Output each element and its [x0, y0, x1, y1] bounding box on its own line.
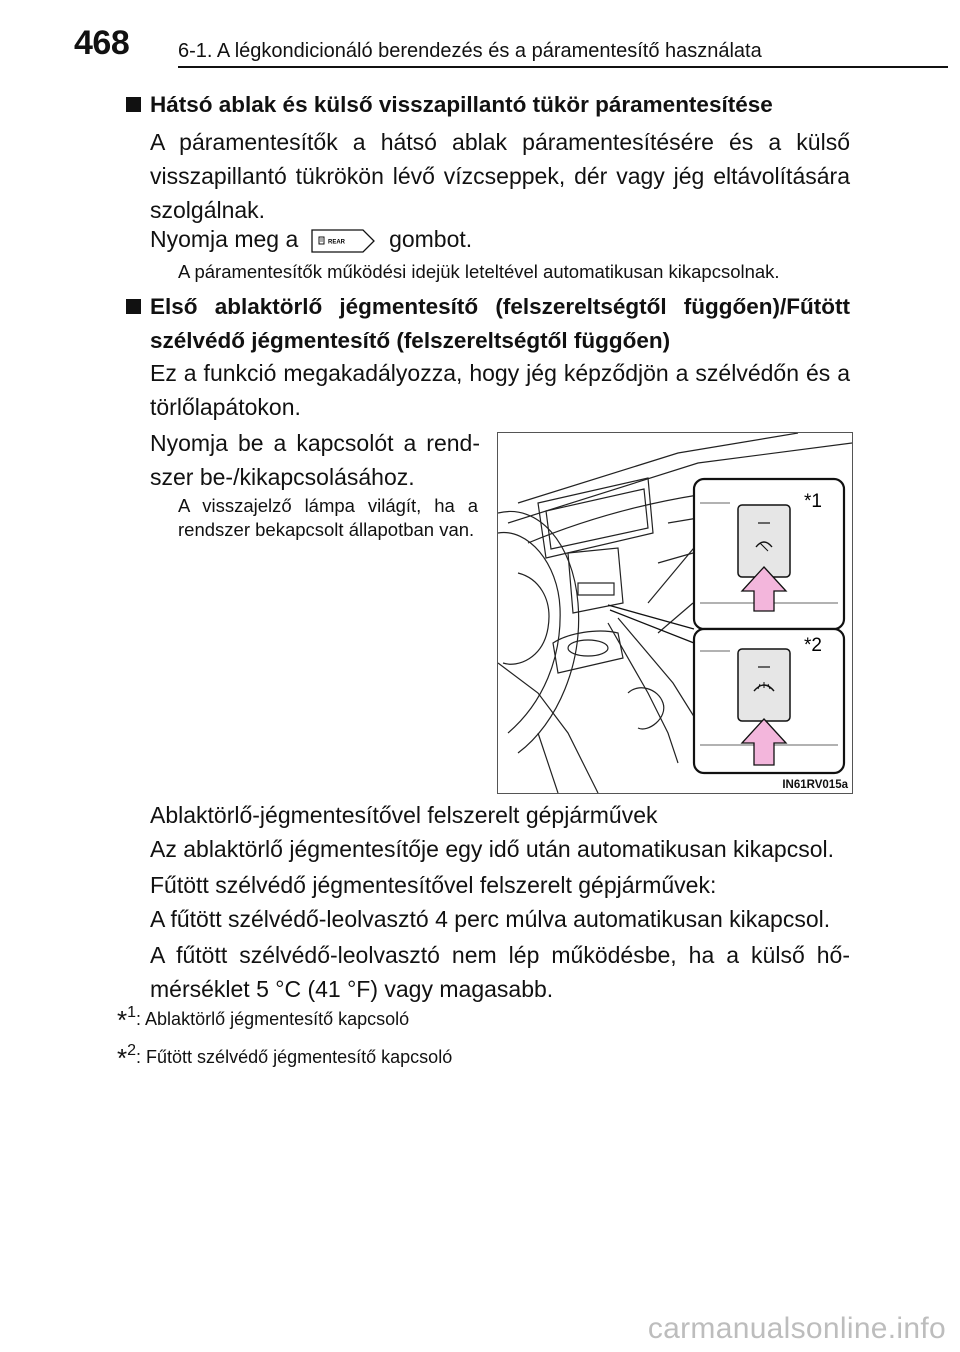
temperature-paragraph: A fűtött szélvédő-leolvasztó nem lép működésbe, ha a külső hő-mérséklet 5 °C (41 °F) vagy magasabb.	[150, 942, 850, 1002]
inset-heated-windshield-deicer	[694, 629, 844, 773]
rear-defogger-button-icon	[311, 229, 375, 253]
section2-heading-text: Első ablaktörlő jégmentesítő (felszereltségtől függően)/Fűtött szélvédő jégmentesítő (felszereltségtől függően)	[150, 294, 850, 353]
section2-paragraph: Ez a funkció megakadályozza, hogy jég képződjön a szélvédőn és a törlőlapátokon.	[150, 360, 850, 420]
footnote-mark: *	[117, 1043, 128, 1073]
dashboard-drawing	[498, 433, 852, 793]
rear-button-label: REAR	[327, 239, 345, 246]
footnote-1	[117, 1000, 409, 1033]
section1-paragraph: A páramentesítők a hátsó ablak páramentesítésére és a külső visszapillantó tükrökön lévő vízcseppek, dér vagy jég eltávolítására szolgálnak.	[150, 129, 850, 223]
heated-windshield-text: A fűtött szélvédő-leolvasztó 4 perc múlva automatikusan kikapcsol.	[150, 906, 831, 932]
watermark: carmanualsonline.info	[647, 1312, 946, 1345]
footnote-mark: *	[117, 1005, 128, 1035]
section1-press-instruction	[150, 222, 850, 256]
section1-heading-text: Hátsó ablak és külső visszapillantó tükör páramentesítése	[150, 92, 773, 117]
section2-heading	[150, 290, 850, 358]
leader-line-2	[610, 610, 694, 643]
section1-heading	[150, 88, 850, 122]
section-title: 6-1. A légkondicionáló berendezés és a páramentesítő használata	[178, 40, 762, 62]
footnote-2	[117, 1038, 452, 1071]
heading-bullet-icon	[126, 299, 141, 314]
section2-press-instruction: Nyomja be a kapcsolót a rend-szer be-/kikapcsolásához.	[150, 430, 480, 490]
inset-label-1: *1	[804, 491, 822, 512]
heated-windshield-paragraph	[150, 868, 850, 936]
illustration-code: IN61RV015a	[782, 779, 848, 791]
heated-windshield-title: Fűtött szélvédő jégmentesítővel felszerelt gépjárművek:	[150, 872, 717, 898]
inset-wiper-deicer	[694, 479, 844, 629]
footnote-text: : Fűtött szélvédő jégmentesítő kapcsoló	[136, 1047, 453, 1067]
wiper-deicer-text: Az ablaktörlő jégmentesítője egy idő után automatikusan kikapcsol.	[150, 836, 835, 862]
dashboard-illustration	[497, 432, 853, 794]
inset-label-2: *2	[804, 635, 822, 656]
wiper-deicer-paragraph	[150, 798, 850, 866]
heading-bullet-icon	[126, 97, 141, 112]
leader-line-1	[608, 605, 694, 629]
press-before-text: Nyomja meg a	[150, 226, 299, 252]
press-after-text: gombot.	[389, 226, 473, 252]
header-rule	[178, 66, 948, 68]
page-number: 468	[74, 24, 130, 62]
section2-note: A visszajelző lámpa világít, ha a rendszer bekapcsolt állapotban van.	[178, 495, 478, 540]
footnote-text: : Ablaktörlő jégmentesítő kapcsoló	[136, 1009, 410, 1029]
footnote-number: 2	[127, 1042, 137, 1059]
wiper-deicer-title: Ablaktörlő-jégmentesítővel felszerelt gépjárművek	[150, 802, 658, 828]
footnote-number: 1	[127, 1004, 137, 1021]
section1-note: A páramentesítők működési idejük leteltével automatikusan kikapcsolnak.	[178, 261, 780, 282]
